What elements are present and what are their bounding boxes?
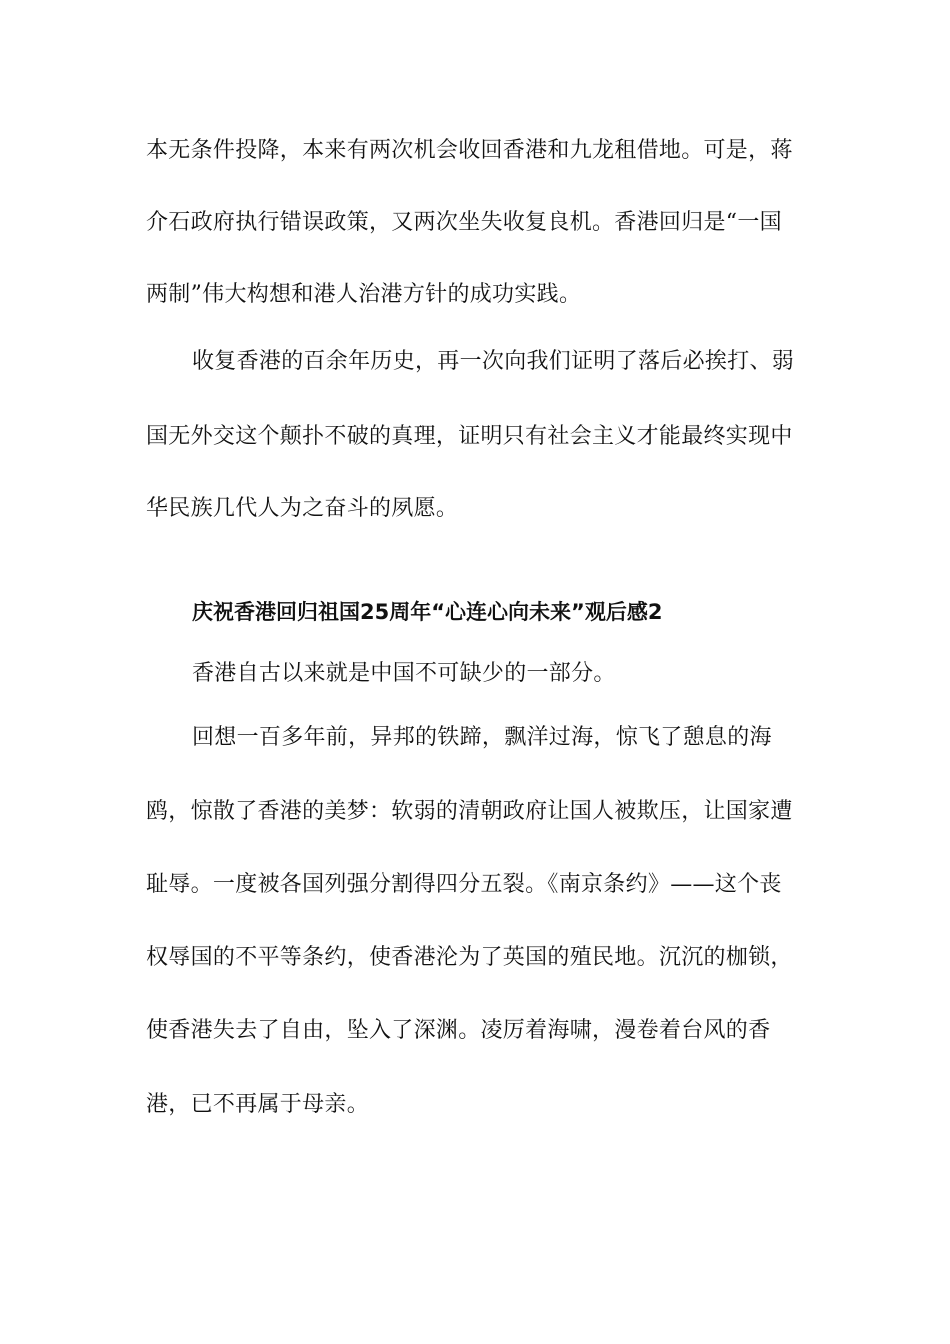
text-line: 使香港失去了自由，坠入了深渊。凌厉着海啸，漫卷着台风的香 <box>146 1018 771 1043</box>
text-line: 香港自古以来就是中国不可缺少的一部分。 <box>192 661 616 686</box>
text-line: 回想一百多年前，异邦的铁蹄，飘洋过海，惊飞了憩息的海 <box>192 725 772 750</box>
text-line: 权辱国的不平等条约，使香港沦为了英国的殖民地。沉沉的枷锁， <box>146 945 793 970</box>
text-line: 本无条件投降，本来有两次机会收回香港和九龙租借地。可是，蒋 <box>146 138 793 163</box>
text-line: 两制”伟大构想和港人治港方针的成功实践。 <box>146 282 582 307</box>
text-line: 介石政府执行错误政策，又两次坐失收复良机。香港回归是“一国 <box>146 210 782 235</box>
text-line: 华民族几代人为之奋斗的夙愿。 <box>146 496 459 521</box>
text-line: 收复香港的百余年历史，再一次向我们证明了落后必挨打、弱 <box>192 349 795 374</box>
text-line: 港，已不再属于母亲。 <box>146 1092 370 1117</box>
text-line: 耻辱。一度被各国列强分割得四分五裂。《南京条约》——这个丧 <box>146 872 782 897</box>
text-line: 国无外交这个颠扑不破的真理，证明只有社会主义才能最终实现中 <box>146 424 793 449</box>
section-heading: 庆祝香港回归祖国25周年“心连心向未来”观后感2 <box>192 600 663 624</box>
text-line: 鸥，惊散了香港的美梦：软弱的清朝政府让国人被欺压，让国家遭 <box>146 799 793 824</box>
